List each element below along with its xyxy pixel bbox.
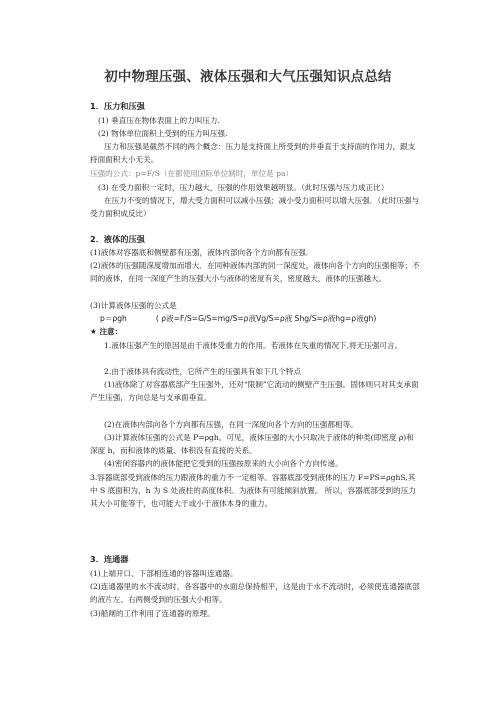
s3-para-1: (1)上端开口、下部相连通的容器叫连通器。 — [90, 569, 238, 578]
section-3-heading: 3．连通器 — [90, 554, 129, 564]
document-title: 初中物理压强、液体压强和大气压强知识点总结 — [104, 70, 392, 85]
s2-note-5: (3)计算液体压强的公式是 P=ρgh。可见，液体压强的大小只取决于液体的种类(即密度 ρ)和深度 h，而和液体的质量、体积没有直接的关系。 — [90, 433, 414, 455]
s2-note-2: 2.由于液体具有流动性，它所产生的压强具有如下几个特点 — [104, 367, 302, 376]
section-2-heading: 2．液体的压强 — [90, 234, 145, 244]
s2-note-7: 3.容器底部受到液体的压力跟液体的重力不一定相等。容器底部受到液体的压力 F=PS=ρghS,其中 S 底面积为，h 为 S 处液柱的高度体积。为液体有可能倾斜放置。 所以，容器底部受到的压力其大小可能等于，也可能大于或小于液体本身的重力。 — [90, 473, 416, 508]
s1-para-1: (1) 垂直压在物体表面上的力叫压力. — [98, 116, 220, 125]
section-1-heading: 1．压力和压强 — [90, 101, 145, 111]
s2-note-4: (2)在液体内部向各个方向都有压强，在同一深度向各个方向的压强都相等。 — [104, 420, 358, 429]
s3-para-2: (2)连通器里的水不流动时，各容器中的水面总保持相平，这是由于水不流动时，必须使连通器底部的液片左、右两侧受到的压强大小相等。 — [90, 582, 420, 604]
s1-para-5: (3) 在受力面积一定时，压力越大，压强的作用效果越明显。（此时压强与压力成正比） — [98, 183, 389, 192]
s2-para-1: (1)液体对容器底和侧壁都有压强，液体内部向各个方向都有压强. — [90, 248, 309, 257]
s2-para-3: (3)计算液体压强的公式是 — [90, 301, 177, 310]
s2-note-6: (4)密闭容器内的液体能把它受到的压强按原来的大小向各个方向传递。 — [104, 459, 343, 468]
s1-formula-line: 压强的公式：p=F/S（在都使用国际单位制时，单位是 pa） — [90, 169, 294, 178]
s2-note-3: (1)液体除了对容器底部产生压强外，还对“限制”它流动的侧壁产生压强。固体则只对其支承面产生压强，方向总是与支承面垂直。 — [90, 380, 419, 402]
s1-para-2: (2) 物体单位面积上受到的压力叫压强. — [98, 129, 228, 138]
s1-para-6: 在压力不变的情况下，增大受力面积可以减小压强；减小受力面积可以增大压强．（此时压强与受力面积成反比） — [90, 196, 420, 218]
s2-para-2: (2)液体的压强随深度增加而增大．在同种液体内部的同一深度处，液体向各个方向的压强相等；不同的液体，在同一深度产生的压强大小与液体的密度有关，密度越大，液体的压强越大。 — [90, 261, 420, 283]
s1-para-3: 压力和压强是截然不同的两个概念：压力是支持面上所受到的并垂直于支持面的作用力，跟支持面面积大小无关。 — [90, 142, 416, 164]
s2-formula: p＝ρgh ( ρ液=F/S=G/S=mg/S=ρ液Vg/S=ρ液 Shg/S=ρ液hg=ρ液gh) — [100, 314, 377, 323]
s2-note-1: 1.液体压强产生的原因是由于液体受重力的作用。若液体在失重的情况下,将无压强可言。 — [104, 341, 403, 350]
s3-para-3: (3)船闸的工作利用了连通器的原理。 — [90, 609, 215, 618]
s2-note-heading: ★ 注意： — [90, 327, 123, 336]
